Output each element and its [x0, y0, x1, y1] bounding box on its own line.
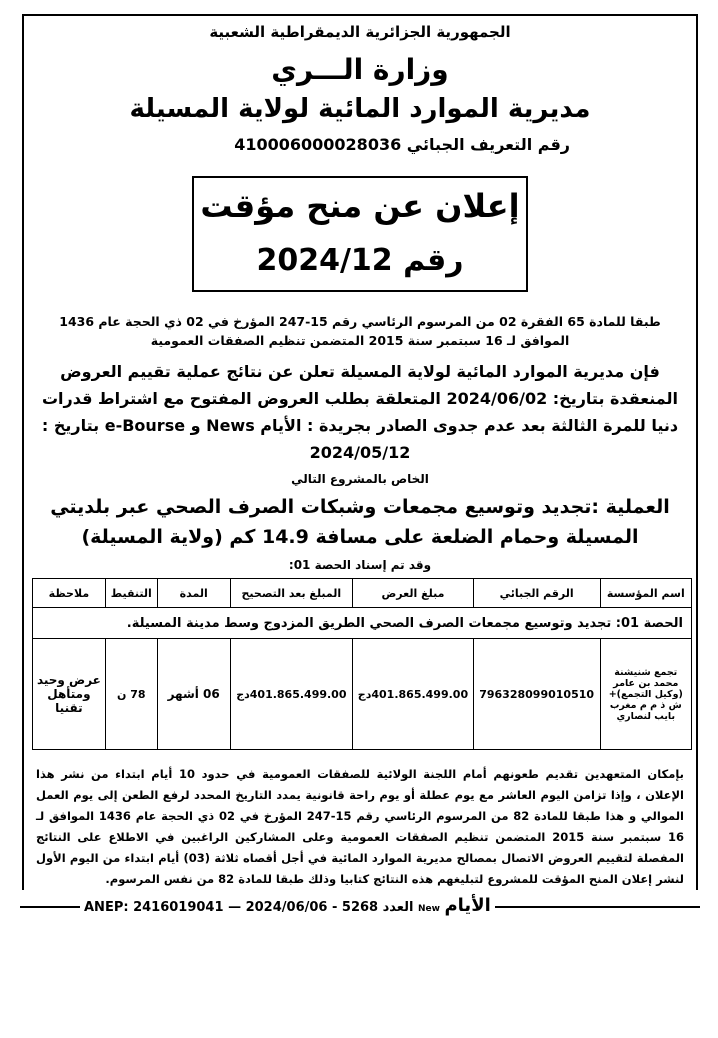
title-box [192, 176, 528, 292]
col-duration: المدة [157, 579, 230, 608]
col-tax-id: الرقم الجبائي [473, 579, 600, 608]
cell-company: تجمع شنيشنة محمد بن عامر (وكيل التجمع)+ ش ذ م م مغرب بايب لنصاري [600, 639, 691, 750]
footer-separator: — [228, 900, 246, 915]
footer [20, 896, 700, 916]
tax-id-label: رقم التعريف الجبائي [406, 135, 570, 154]
issue-info: 2024/06/06 - 5268 العدد [245, 900, 414, 915]
cell-duration: 06 أشهر [157, 639, 230, 750]
republic-header: الجمهورية الجزائرية الديمقراطية الشعبية [209, 23, 511, 41]
tax-id: 410006000028036 [234, 135, 402, 154]
col-offer: مبلغ العرض [353, 579, 474, 608]
newspaper-new: New [418, 904, 440, 914]
col-corrected: المبلغ بعد التصحيح [230, 579, 353, 608]
announcement-frame [22, 14, 698, 890]
col-note: ملاحظة [33, 579, 106, 608]
lot-title: الحصة 01: تجديد وتوسيع مجمعات الصرف الصحي الطريق المزدوج وسط مدينة المسيلة. [33, 608, 692, 639]
newspaper-logo: الأيام [444, 895, 491, 916]
cell-tax-id: 796328099010510 [473, 639, 600, 750]
table-header-row [33, 579, 692, 608]
anep-number: ANEP: 2416019041 [84, 900, 224, 915]
ministry-name: وزارة الـــري [271, 53, 449, 86]
announcement-body: فإن مديرية الموارد المائية لولاية المسيلة تعلن عن نتائج عملية تقييم العروض المنعقدة بتاريخ: 2024/06/02 المتعلقة بطلب العروض المفتوح مع اشتراط قدرات دنيا للمرة الثالثة بعد عدم جدوى الصادر بجريدة : الأيام News و e-Bourse بتاريخ : 2024/05/12 [41, 362, 679, 462]
announcement-number: رقم 2024/12 [256, 243, 464, 278]
project-intro: الخاص بالمشروع التالي [291, 472, 429, 486]
cell-offer: 401.865.499.00دج [353, 639, 474, 750]
col-score: التنقيط [105, 579, 157, 608]
announcement-title: إعلان عن منح مؤقت [200, 187, 520, 225]
results-table [32, 578, 692, 750]
tax-id-line [24, 134, 570, 156]
col-company: اسم المؤسسة [600, 579, 691, 608]
legal-basis: طبقا للمادة 65 الفقرة 02 من المرسوم الرئاسي رقم 15-247 المؤرخ في 02 ذي الحجة عام 1436 الموافق لـ 16 سبتمبر سنة 2015 المتضمن تنظيم الصفقات العمومية [59, 314, 661, 348]
table-row [33, 639, 692, 750]
cell-note: عرض وحيد ومتأهل تقنيا [33, 639, 106, 750]
cell-corrected: 401.865.499.00دج [230, 639, 353, 750]
lot-row [33, 608, 692, 639]
lot-assignment: وقد تم إسناد الحصة 01: [288, 558, 432, 572]
project-title: العملية :تجديد وتوسيع مجمعات وشبكات الصرف الصحي عبر بلديتي المسيلة وحمام الضلعة على مسافة 14.9 كم (ولاية المسيلة) [50, 496, 670, 548]
directorate-name: مديرية الموارد المائية لولاية المسيلة [129, 94, 591, 124]
appeal-notice: بإمكان المتعهدين تقديم طعونهم أمام اللجنة الولائية للصفقات العمومية في حدود 10 أيام ابتداء من نشر هذا الإعلان ، وإذا تزامن اليوم العاشر مع يوم عطلة أو يوم راحة قانونية يمدد التاريخ المحدد لرفع الطعن إلى يوم العمل الموالي و هذا طبقا للمادة 82 من المرسوم الرئاسي رقم 15-247 المؤرخ في 02 ذي الحجة عام 1436 الموافق لـ 16 سبتمبر سنة 2015 المتضمن تنظيم الصفقات العمومية وعلى المشاركين الراغبين في الاطلاع على النتائج المفصلة لتقييم العروض الاتصال بمصالح مديرية الموارد المائية في أجل أقصاه ثلاثة (03) أيام ابتداء من اليوم الأول لنشر إعلان المنح المؤقت للمشروع لتبليغهم هذه النتائج كتابيا وذلك طبقا للمادة 82 من نفس المرسوم. [36, 767, 684, 886]
cell-score: 78 ن [105, 639, 157, 750]
footer-text [80, 896, 495, 919]
